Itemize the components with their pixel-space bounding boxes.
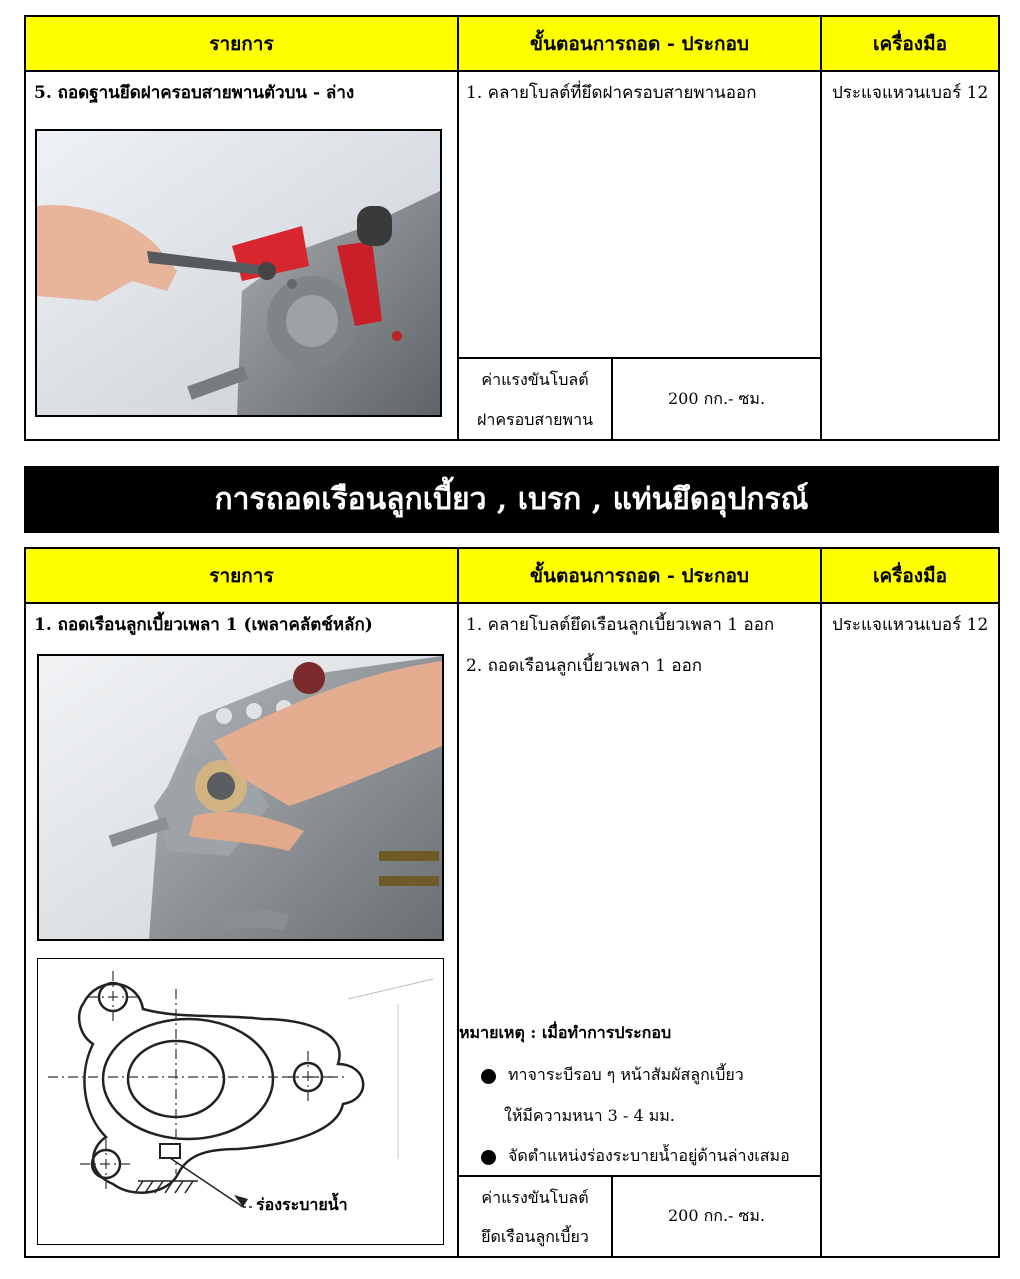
header-procedure: ขั้นตอนการถอด - ประกอบ xyxy=(459,17,820,72)
step-2: 2. ถอดเรือนลูกเบี้ยวเพลา 1 ออก xyxy=(466,656,703,676)
header-procedure: ขั้นตอนการถอด - ประกอบ xyxy=(459,549,820,604)
torque-value: 200 กก.- ซม. xyxy=(667,388,766,408)
note-title: หมายเหตุ : เมื่อทำการประกอบ xyxy=(459,1023,672,1042)
bullet-icon xyxy=(481,1150,496,1165)
torque-label-line1: ค่าแรงขันโบลต์ xyxy=(481,370,589,389)
note-bullet-2: จัดตำแหน่งร่องระบายน้ำอยู่ด้านล่างเสมอ xyxy=(508,1146,790,1165)
photo-cam-housing-removal xyxy=(37,654,444,941)
tool-name: ประแจแหวนเบอร์ 12 xyxy=(832,83,989,103)
column-divider xyxy=(820,549,822,1256)
header-item: รายการ xyxy=(26,549,457,604)
torque-label-line2: ยึดเรือนลูกเบี้ยว xyxy=(481,1227,589,1246)
header-tools: เครื่องมือ xyxy=(822,17,998,72)
photo-belt-cover-bracket-removal xyxy=(35,129,442,417)
column-divider xyxy=(457,549,459,1256)
procedure-table-2 xyxy=(24,547,1000,1258)
section-banner: การถอดเรือนลูกเบี้ยว , เบรก , แท่นยึดอุปกรณ์ xyxy=(24,466,999,533)
note-bullet-1-line-1: ทาจาระบีรอบ ๆ หน้าสัมผัสลูกเบี้ยว xyxy=(508,1065,744,1084)
torque-label-line2: ฝาครอบสายพาน xyxy=(476,410,593,429)
item-title: 5. ถอดฐานยึดฝาครอบสายพานตัวบน - ล่าง xyxy=(34,83,355,103)
tool-name: ประแจแหวนเบอร์ 12 xyxy=(832,615,989,635)
item-title: 1. ถอดเรือนลูกเบี้ยวเพลา 1 (เพลาคลัตช์หลัก) xyxy=(34,615,373,635)
header-item: รายการ xyxy=(26,17,457,72)
diagram-label-drain-groove: ร่องระบายน้ำ xyxy=(256,1195,348,1214)
procedure-table-1 xyxy=(24,15,1000,441)
bullet-icon xyxy=(481,1069,496,1084)
diagram-cam-housing-drain-groove xyxy=(37,958,444,1245)
torque-label-line1: ค่าแรงขันโบลต์ xyxy=(481,1188,589,1207)
header-tools: เครื่องมือ xyxy=(822,549,998,604)
note-bullet-1-line-2: ให้มีความหนา 3 - 4 มม. xyxy=(504,1106,675,1125)
torque-value: 200 กก.- ซม. xyxy=(667,1206,766,1225)
step-1: 1. คลายโบลต์ยึดเรือนลูกเบี้ยวเพลา 1 ออก xyxy=(466,615,775,635)
column-divider xyxy=(820,17,822,439)
step-1: 1. คลายโบลต์ที่ยึดฝาครอบสายพานออก xyxy=(466,83,757,103)
